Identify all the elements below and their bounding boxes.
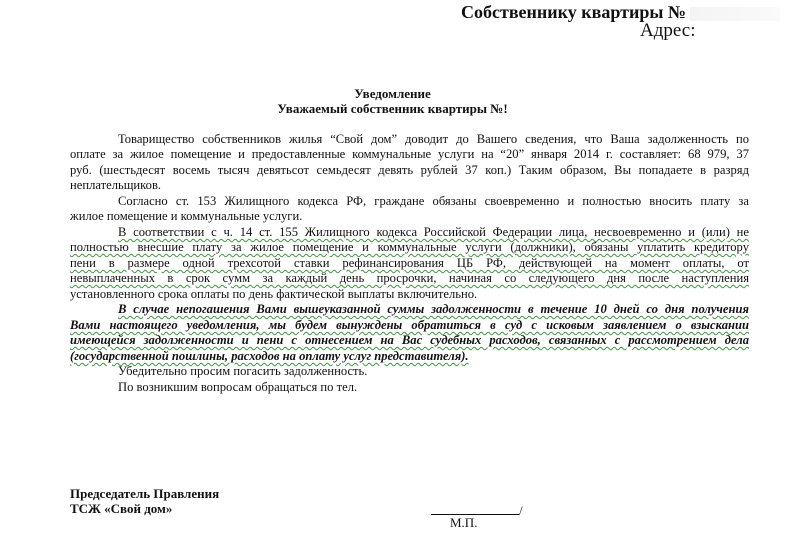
p5-line: Убедительно просим погасить задолженность. <box>118 364 368 378</box>
signature-line <box>431 503 519 515</box>
notice-salutation: Уважаемый собственник квартиры №! <box>277 101 508 116</box>
p4-line-3: имеющейся задолженности и пени с отнесением на Вас судебных расходов, связанных с рассмотрением дела <box>70 333 749 347</box>
p1-line-4: неплательщиков. <box>70 178 162 192</box>
signature-slash: / <box>519 503 523 518</box>
owner-heading <box>461 2 780 23</box>
p6-line: По возникшим вопросам обращаться по тел. <box>118 380 358 394</box>
p1-line-1: Товарищество собственников жилья “Свой дом” доводит до Вашего сведения, что Ваша задолженность по <box>118 132 749 146</box>
signer-position: Председатель Правления <box>70 486 220 501</box>
p1-line-2: оплате за жилое помещение и предоставленные коммунальные услуги на “20” января 2014 г. составляет: 68 979, 37 <box>70 147 749 161</box>
p4-line-4: (государственной пошлины, расходов на оплату услуг представителя). <box>70 349 469 363</box>
p3-line-2: полностью внесшие плату за жилое помещение и коммунальные услуги (должники), обязаны уплатить кредитору <box>70 240 749 254</box>
address-label: Адрес: <box>640 20 696 41</box>
p3-line-3: пени в размере одной трехсотой ставки рефинансирования ЦБ РФ, действующей на момент оплаты, от <box>70 256 749 270</box>
p3-line-1: В соответствии с ч. 14 ст. 155 Жилищного кодекса Российской Федерации лица, несвоевременно и (или) не <box>118 225 749 239</box>
p1-line-3: руб. (шестьдесят восемь тысяч девятьсот семьдесят девять рублей 37 коп.) Таким образом, Вы попадаете в разряд <box>70 163 749 177</box>
p3-line-4: невыплаченных в срок сумм за каждый день просрочки, начиная со следующего дня после наступления <box>70 271 749 285</box>
p4-line-2: Вами настоящего уведомления, мы будем вынуждены обратиться в суд с исковым заявлением о взыскании <box>70 318 749 332</box>
p3-line-5: установленного срока оплаты по день фактической выплаты включительно. <box>70 287 478 301</box>
apartment-number-blank <box>690 7 780 21</box>
p2-line-1: Согласно ст. 153 Жилищного кодекса РФ, граждане обязаны своевременно и полностью вносить плату за <box>118 194 749 208</box>
notice-title: Уведомление <box>354 86 431 101</box>
p4-line-1: В случае непогашения Вами вышеуказанной суммы задолженности в течение 10 дней со дня получения <box>118 302 749 316</box>
signer-organization: ТСЖ «Свой дом» <box>70 501 173 516</box>
p2-line-2: жилое помещение и коммунальные услуги. <box>70 209 303 223</box>
owner-heading-text: Собственнику квартиры № <box>461 2 686 22</box>
stamp-label: М.П. <box>450 515 478 530</box>
